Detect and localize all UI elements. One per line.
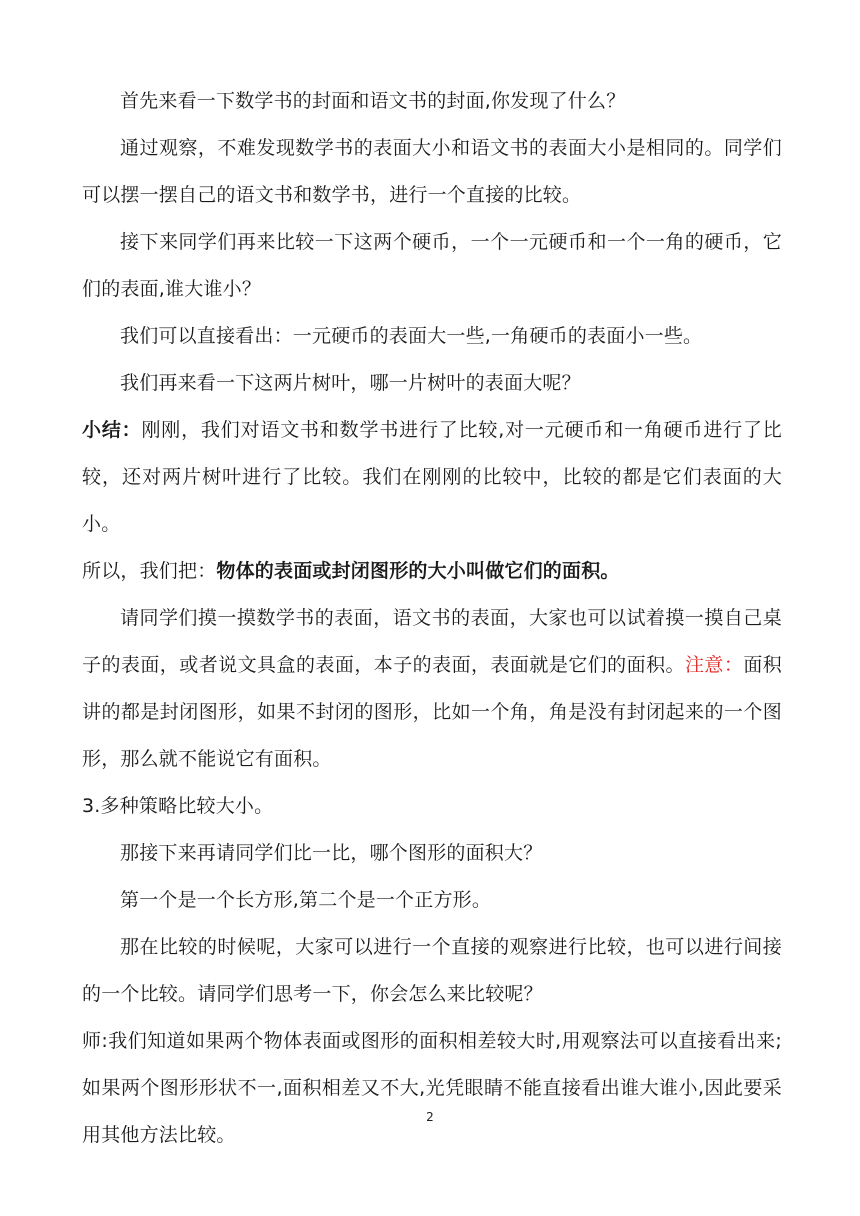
paragraph-11: 第一个是一个长方形,第二个是一个正方形。 bbox=[120, 889, 492, 911]
paragraph-5: 我们再来看一下这两片树叶，哪一片树叶的表面大呢？ bbox=[120, 372, 581, 394]
definition-prefix: 所以，我们把： bbox=[82, 560, 217, 582]
document-body bbox=[82, 78, 782, 1159]
summary-paragraph bbox=[82, 407, 782, 548]
paragraph-3: 接下来同学们再来比较一下这两个硬币，一个一元硬币和一个一角的硬币，它们的表面,谁大谁小？ bbox=[82, 231, 782, 300]
definition-paragraph bbox=[82, 548, 782, 595]
touch-text: 请同学们摸一摸数学书的表面，语文书的表面，大家也可以试着摸一摸自己桌子的表面，或者说文具盒的表面，本子的表面，表面就是它们的面积。 bbox=[82, 607, 782, 676]
paragraph-12: 那在比较的时候呢，大家可以进行一个直接的观察进行比较，也可以进行间接的一个比较。请同学们思考一下，你会怎么来比较呢？ bbox=[82, 936, 782, 1005]
paragraph-touch bbox=[82, 595, 782, 783]
teacher-paragraph: 师:我们知道如果两个物体表面或图形的面积相差较大时,用观察法可以直接看出来;如果两个图形形状不一,面积相差又不大,光凭眼睛不能直接看出谁大谁小,因此要采用其他方法比较。 bbox=[82, 1030, 782, 1146]
summary-label: 小结： bbox=[82, 419, 142, 441]
section-heading: 3.多种策略比较大小。 bbox=[82, 795, 274, 817]
paragraph-2: 通过观察，不难发现数学书的表面大小和语文书的表面大小是相同的。同学们可以摆一摆自己的语文书和数学书，进行一个直接的比较。 bbox=[82, 137, 782, 206]
note-text: 面积讲的都是封闭图形，如果不封闭的图形，比如一个角，角是没有封闭起来的一个图形，那么就不能说它有面积。 bbox=[82, 654, 782, 770]
definition-text: 物体的表面或封闭图形的大小叫做它们的面积。 bbox=[216, 560, 620, 582]
summary-text: 刚刚，我们对语文书和数学书进行了比较,对一元硬币和一角硬币进行了比较，还对两片树叶进行了比较。我们在刚刚的比较中，比较的都是它们表面的大小。 bbox=[82, 419, 782, 535]
note-label: 注意： bbox=[684, 654, 744, 676]
page-number: 2 bbox=[426, 1110, 434, 1124]
paragraph-10: 那接下来再请同学们比一比，哪个图形的面积大？ bbox=[120, 842, 543, 864]
paragraph-1: 首先来看一下数学书的封面和语文书的封面,你发现了什么？ bbox=[120, 90, 626, 112]
paragraph-4: 我们可以直接看出：一元硬币的表面大一些,一角硬币的表面小一些。 bbox=[120, 325, 703, 347]
